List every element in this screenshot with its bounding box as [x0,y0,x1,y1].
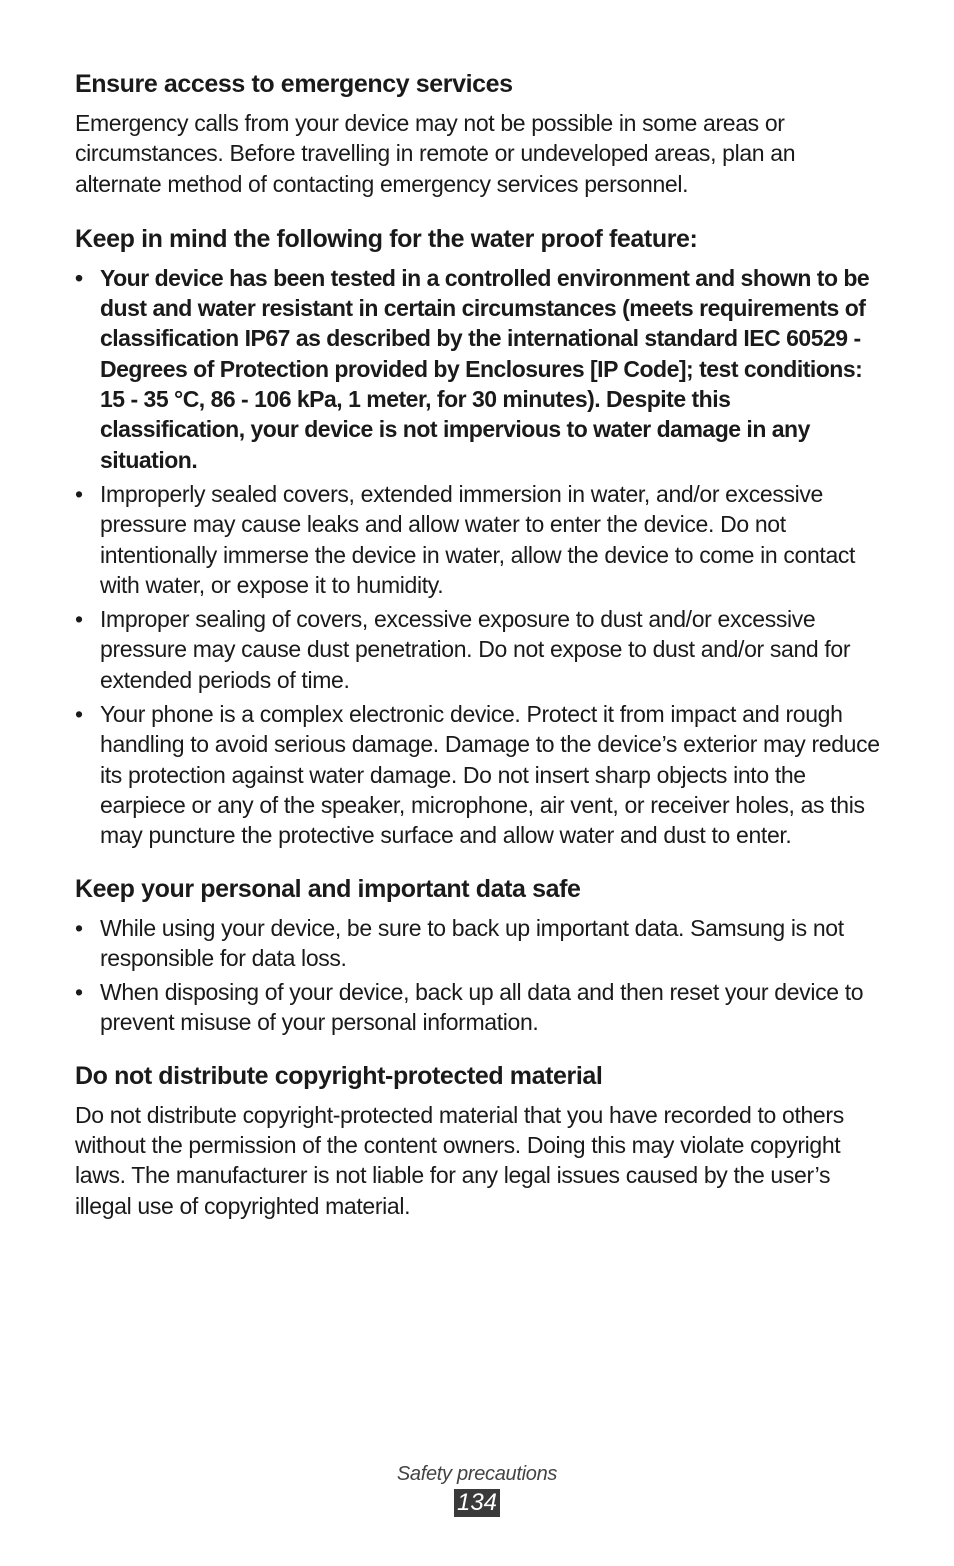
list-item-text: Improper sealing of covers, excessive exposure to dust and/or excessive pressure may cause dust penetration. Do not expose to dust and/or sand for extended periods of time. [100,606,851,693]
list-item [75,913,880,974]
bullet-icon: • [75,914,83,941]
section-heading: Keep your personal and important data safe [75,874,581,903]
list-item [75,977,880,1038]
bullet-icon: • [75,264,83,291]
section-emergency-services [75,68,880,199]
footer-section-label: Safety precautions [396,1463,558,1485]
page-content [75,68,880,1221]
list-item [75,604,880,695]
list-item-text: Your phone is a complex electronic device. Protect it from impact and rough handling to avoid serious damage. Damage to the device’s exterior may reduce its protection against water damage. Do not insert sharp objects into the earpiece or any of the speaker, microphone, air vent, or receiver holes, as this may puncture the protective surface and allow water and dust to enter. [100,701,880,849]
bullet-icon: • [75,701,83,728]
section-heading: Keep in mind the following for the water proof feature: [75,224,698,253]
section-body: Emergency calls from your device may not be possible in some areas or circumstances. Before travelling in remote or undeveloped areas, plan an alternate method of contacting emergency services personnel. [75,110,796,197]
section-water-proof [75,223,880,851]
list-item [75,263,880,475]
list-item-text: Your device has been tested in a controlled environment and shown to be dust and water resistant in certain circumstances (meets requirements of classification IP67 as described by the international standard IEC 60529 - Degrees of Protection provided by Enclosures [IP Code]; test conditions: 15 - 35 °C, 86 - 106 kPa, 1 meter, for 30 minutes). Despite this classification, your device is not impervious to water damage in any situation. [100,264,870,473]
bullet-list [75,913,880,1038]
section-body: Do not distribute copyright-protected material that you have recorded to others without the permission of the content owners. Doing this may violate copyright laws. The manufacturer is not liable for any legal issues caused by the user’s illegal use of copyrighted material. [75,1101,844,1219]
section-data-safe [75,873,880,1038]
section-copyright [75,1060,880,1221]
list-item [75,479,880,600]
bullet-icon: • [75,606,83,633]
list-item-text: Improperly sealed covers, extended immersion in water, and/or excessive pressure may cause leaks and allow water to enter the device. Do not intentionally immerse the device in water, allow the device to come in contact with water, or expose it to humidity. [100,480,856,598]
bullet-icon: • [75,480,83,507]
bullet-list [75,263,880,851]
section-heading: Ensure access to emergency services [75,70,513,98]
page-footer [0,1461,954,1517]
page-number: 134 [454,1489,500,1517]
bullet-icon: • [75,979,83,1006]
list-item [75,699,880,850]
list-item-text: While using your device, be sure to back up important data. Samsung is not responsible for data loss. [100,914,844,971]
section-heading: Do not distribute copyright-protected material [75,1061,603,1090]
list-item-text: When disposing of your device, back up all data and then reset your device to prevent misuse of your personal information. [100,979,864,1036]
